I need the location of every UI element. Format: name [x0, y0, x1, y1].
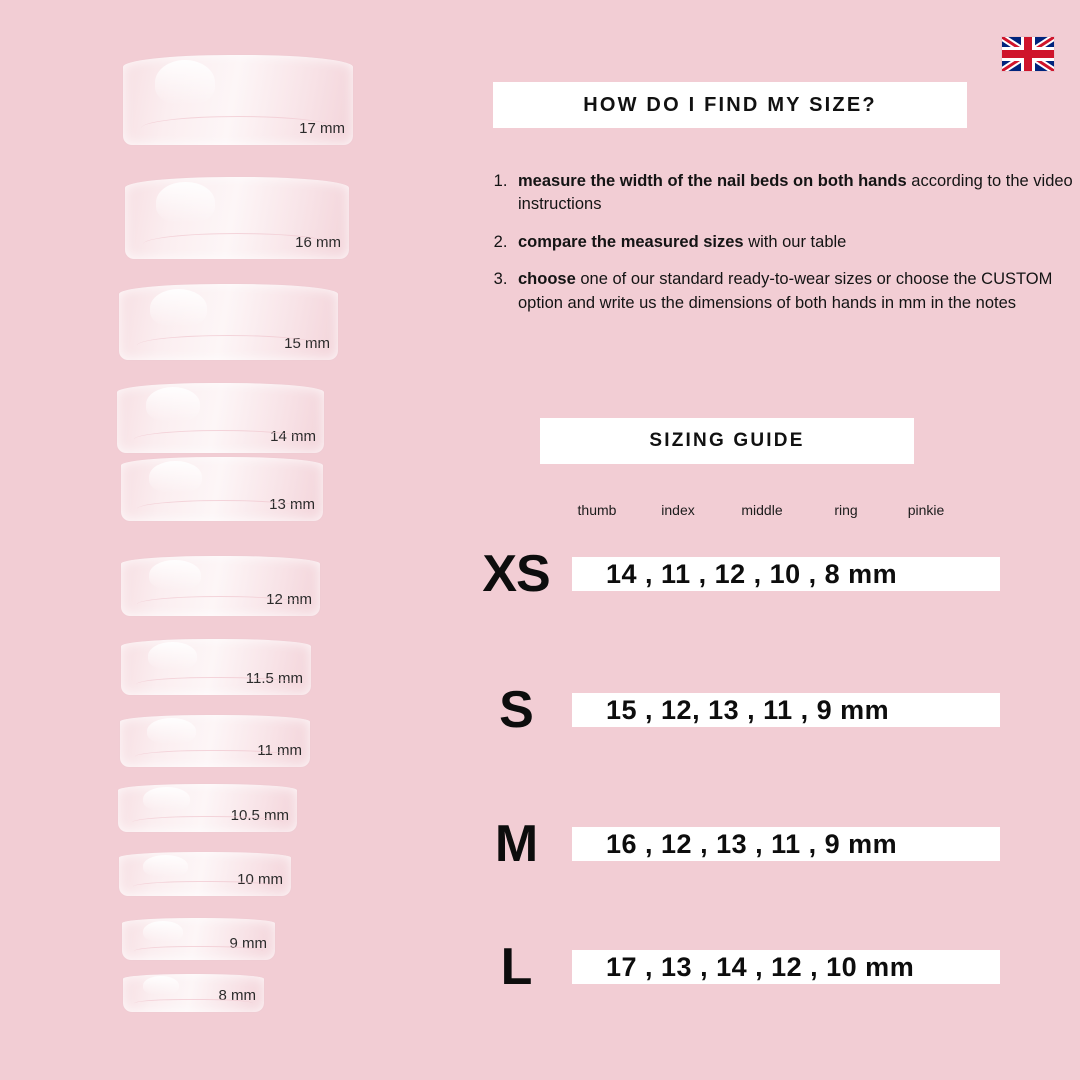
nail-tip-shape — [120, 555, 321, 617]
nail-tip-11-mm — [119, 714, 311, 768]
nail-tip-shape — [122, 54, 354, 146]
nail-tip-shape — [124, 176, 350, 260]
step-bold: compare the measured sizes — [518, 232, 744, 251]
nail-tip-label: 17 mm — [299, 120, 345, 137]
nail-tip-label: 15 mm — [284, 335, 330, 352]
size-values: 15 , 12, 13 , 11 , 9 mm — [572, 693, 1000, 727]
finger-header-row — [556, 502, 1026, 518]
nail-tip-16-mm — [124, 176, 350, 260]
size-row-m — [460, 812, 1080, 876]
nail-tip-shape — [120, 456, 324, 522]
nail-tip-shape — [118, 283, 339, 361]
size-values: 17 , 13 , 14 , 12 , 10 mm — [572, 950, 1000, 984]
size-label: S — [499, 681, 533, 739]
nail-tip-shape — [117, 783, 298, 833]
nail-tip-shape — [120, 638, 312, 696]
nail-tip-label: 8 mm — [218, 987, 256, 1004]
size-row-l — [460, 935, 1080, 999]
nail-tip-shape — [118, 851, 292, 897]
info-panel — [460, 0, 1080, 1080]
size-values: 16 , 12 , 13 , 11 , 9 mm — [572, 827, 1000, 861]
nail-tip-17-mm — [122, 54, 354, 146]
nail-size-chart — [0, 0, 420, 1080]
finger-header-middle: middle — [741, 502, 783, 518]
nail-tip-shape — [116, 382, 325, 454]
size-label: L — [500, 938, 532, 996]
step-bold: choose — [518, 270, 576, 289]
finger-header-ring: ring — [834, 502, 858, 518]
size-row-xs — [460, 542, 1080, 606]
nail-tip-10-5-mm — [117, 783, 298, 833]
nail-tip-label: 9 mm — [229, 935, 267, 952]
step-bold: measure the width of the nail beds on both hands — [518, 172, 907, 190]
size-values: 14 , 11 , 12 , 10 , 8 mm — [572, 557, 1000, 591]
nail-tip-label: 14 mm — [270, 428, 316, 445]
finger-header-index: index — [661, 502, 695, 518]
nail-tip-14-mm — [116, 382, 325, 454]
nail-tip-12-mm — [120, 555, 321, 617]
list-item — [512, 231, 1080, 254]
nail-tip-label: 13 mm — [269, 496, 315, 513]
nail-tip-label: 10.5 mm — [230, 807, 289, 824]
nail-tip-13-mm — [120, 456, 324, 522]
nail-tip-11-5-mm — [120, 638, 312, 696]
finger-header-thumb: thumb — [577, 502, 617, 518]
nail-tip-label: 10 mm — [237, 871, 283, 888]
nail-tip-label: 16 mm — [295, 234, 341, 251]
size-label: M — [494, 815, 538, 873]
size-label: XS — [482, 545, 550, 603]
nail-tip-shape — [122, 973, 265, 1013]
nail-tip-15-mm — [118, 283, 339, 361]
nail-tip-shape — [121, 917, 276, 961]
page-title: HOW DO I FIND MY SIZE? — [493, 82, 967, 128]
nail-tip-shape — [119, 714, 311, 768]
nail-tip-label: 11 mm — [257, 742, 302, 759]
size-row-s — [460, 678, 1080, 742]
nail-tip-label: 11.5 mm — [245, 670, 303, 687]
step-rest: according to the video instructions — [518, 172, 1073, 214]
step-rest: with our table — [743, 232, 847, 251]
step-rest: one of our standard ready-to-wear sizes or choose the CUSTOM option and write us the dimensions of both hands in mm in the notes — [518, 270, 1053, 312]
list-item — [512, 170, 1080, 217]
nail-tip-9-mm — [121, 917, 276, 961]
nail-tip-8-mm — [122, 973, 265, 1013]
sizing-guide-title: SIZING GUIDE — [540, 418, 914, 464]
nail-tip-10-mm — [118, 851, 292, 897]
instruction-steps — [468, 170, 1080, 329]
list-item — [512, 268, 1080, 315]
finger-header-pinkie: pinkie — [907, 502, 945, 518]
nail-tip-label: 12 mm — [266, 591, 312, 608]
